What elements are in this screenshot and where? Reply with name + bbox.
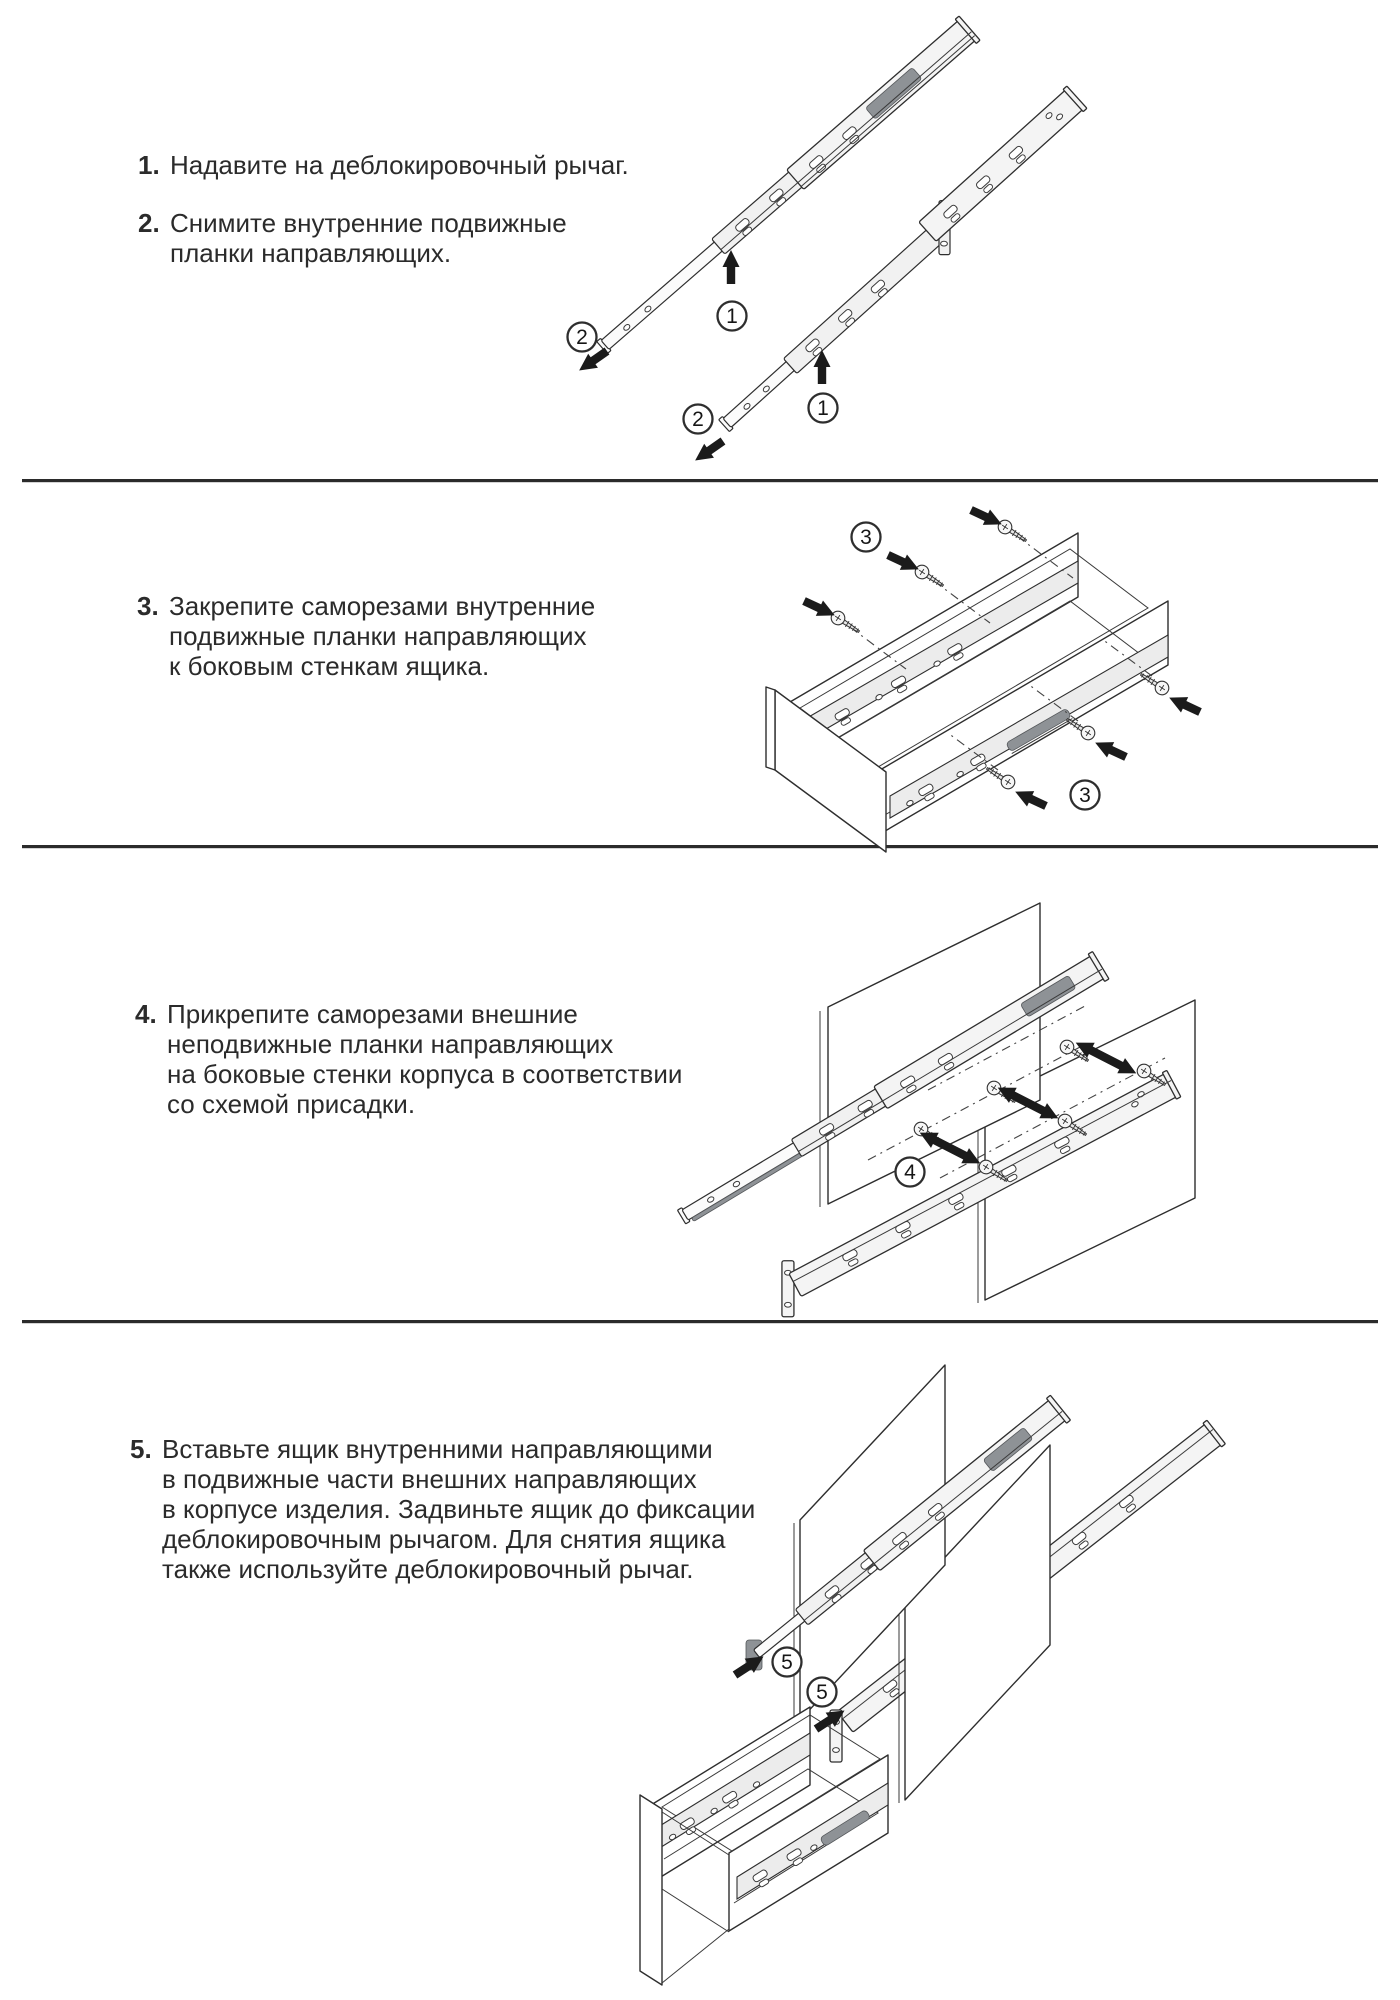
callout-2-badge: [568, 323, 597, 352]
screw-icon: [996, 518, 1030, 547]
screw-direction-arrow: [1012, 784, 1050, 814]
step-1-number: 1.: [138, 150, 160, 180]
callout-3-badge: [852, 523, 881, 552]
step-2-text: Снимите внутренние подвижные: [170, 208, 567, 238]
callout-5-badge: [808, 1678, 837, 1707]
step-5-text: в корпусе изделия. Задвиньте ящик до фиксации: [162, 1494, 756, 1524]
section-divider: [22, 845, 1378, 848]
step-3-text: Закрепите саморезами внутренние: [169, 591, 596, 621]
screw-direction-arrow: [1166, 690, 1204, 720]
step-5: [130, 1434, 755, 1584]
callout-2-badge: [684, 405, 713, 434]
callout-1-badge: [718, 302, 747, 331]
step-5-text: Вставьте ящик внутренними направляющими: [162, 1434, 713, 1464]
callout-1-badge: [809, 394, 838, 423]
step-5-number: 5.: [130, 1434, 152, 1464]
section-divider: [22, 479, 1378, 482]
step-4-text: неподвижные планки направляющих: [167, 1029, 614, 1059]
step-3-number: 3.: [137, 591, 159, 621]
drawer-slide-right: [708, 86, 1098, 444]
press-direction-arrow: [723, 250, 740, 284]
section-divider: [22, 1320, 1378, 1323]
drawer-front-panel: [640, 1795, 662, 1985]
step-5-text: деблокировочным рычагом. Для снятия ящика: [162, 1524, 726, 1554]
step-3: [137, 591, 595, 681]
step-2-number: 2.: [138, 208, 160, 238]
step-4-text: со схемой присадки.: [167, 1089, 416, 1119]
drawer-slide-left: [591, 16, 980, 360]
step-2: [138, 208, 567, 268]
step-2-text: планки направляющих.: [170, 238, 452, 268]
svg-text:3: 3: [1079, 784, 1091, 807]
screw-icon: [913, 563, 947, 592]
screw-icon: [829, 609, 863, 638]
screw-direction-arrow: [1092, 735, 1130, 765]
step-5-text: также используйте деблокировочный рычаг.: [162, 1554, 694, 1584]
svg-text:4: 4: [904, 1161, 916, 1184]
svg-text:3: 3: [860, 526, 872, 549]
svg-text:2: 2: [692, 408, 704, 431]
step-3-text: к боковым стенкам ящика.: [169, 651, 490, 681]
callout-3-badge: [1071, 781, 1100, 810]
svg-text:1: 1: [726, 305, 738, 328]
slide-pair-diagram: [568, 16, 1099, 467]
outer-rail: [919, 90, 1084, 242]
callout-5-badge: [773, 1648, 802, 1677]
cabinet-mounting-diagram: [673, 903, 1195, 1322]
svg-text:5: 5: [816, 1681, 828, 1704]
step-4-text: Прикрепите саморезами внешние: [167, 999, 578, 1029]
step-4: [135, 999, 682, 1119]
step-3-text: подвижные планки направляющих: [169, 621, 587, 651]
svg-text:1: 1: [817, 397, 829, 420]
step-4-number: 4.: [135, 999, 157, 1029]
remove-direction-arrow: [690, 434, 728, 467]
step-1-text: Надавите на деблокировочный рычаг.: [170, 150, 629, 180]
step-5-text: в подвижные части внешних направляющих: [162, 1464, 697, 1494]
svg-text:5: 5: [781, 1651, 793, 1674]
mounting-bracket: [782, 1261, 794, 1317]
step-1: [138, 150, 629, 180]
svg-text:2: 2: [576, 326, 588, 349]
drawer-box-diagram: [766, 502, 1204, 852]
drawer-box: [640, 1707, 888, 1985]
callout-4-badge: [896, 1158, 925, 1187]
step-4-text: на боковые стенки корпуса в соответствии: [167, 1059, 683, 1089]
drawer-front-edge: [766, 687, 775, 770]
